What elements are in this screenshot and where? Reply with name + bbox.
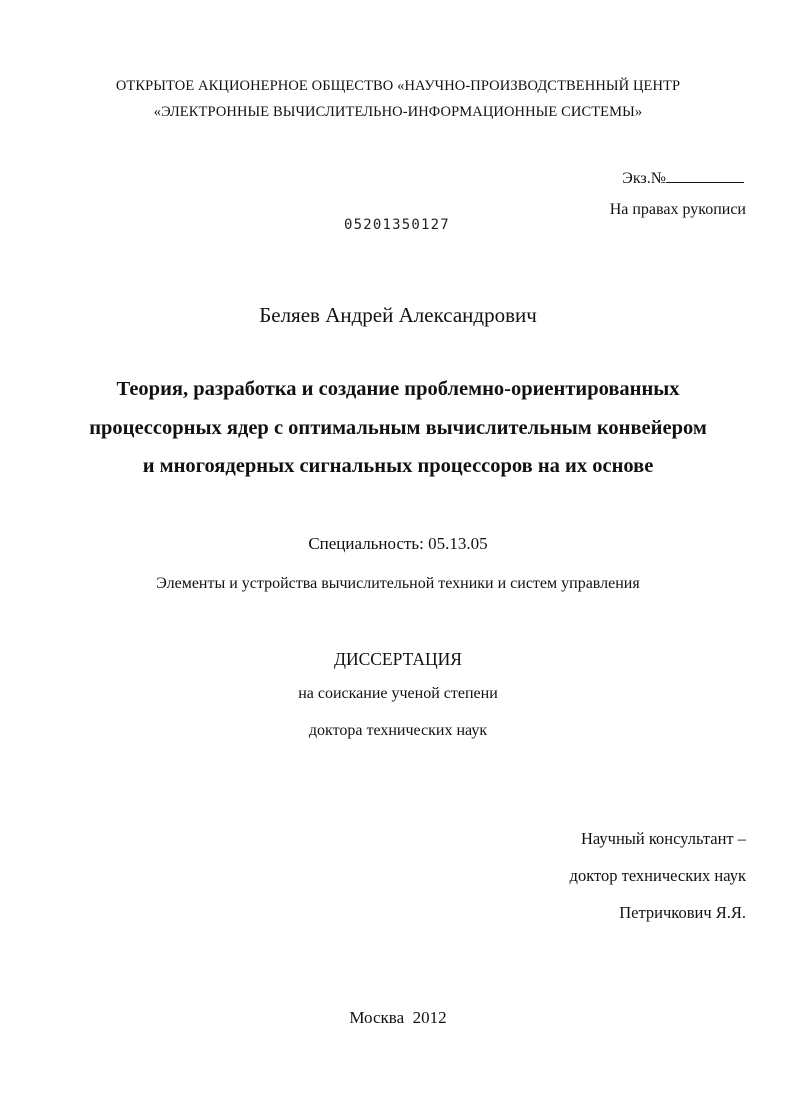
rights-notice: На правах рукописи (609, 201, 746, 218)
consultant-name: Петричкович Я.Я. (619, 903, 746, 922)
document-type: ДИССЕРТАЦИЯ (334, 649, 462, 669)
city-year: Москва 2012 (349, 1008, 447, 1027)
copy-number-blank (666, 168, 744, 183)
copy-number (622, 168, 744, 188)
organization-line-1: ОТКРЫТОЕ АКЦИОНЕРНОЕ ОБЩЕСТВО «НАУЧНО-ПРОИЗВОДСТВЕННЫЙ ЦЕНТР (115, 78, 681, 94)
degree-line-2: доктора технических наук (308, 722, 488, 739)
author-name: Беляев Андрей Александрович (259, 303, 537, 327)
specialty-code: Специальность: 05.13.05 (308, 534, 488, 553)
catalog-number-stamp: 05201350127 (344, 217, 450, 233)
copy-number-label: Экз.№ (622, 170, 666, 187)
consultant-degree: доктор технических наук (569, 866, 746, 885)
degree-line-1: на соискание ученой степени (298, 685, 498, 702)
title-line-2: процессорных ядер с оптимальным вычислительным конвейером (89, 417, 707, 439)
title-line-1: Теория, разработка и создание проблемно-ориентированных (116, 378, 680, 400)
consultant-role: Научный консультант – (581, 829, 746, 848)
specialty-name: Элементы и устройства вычислительной техники и систем управления (156, 575, 640, 592)
title-line-3: и многоядерных сигнальных процессоров на их основе (142, 455, 654, 477)
organization-line-2: «ЭЛЕКТРОННЫЕ ВЫЧИСЛИТЕЛЬНО-ИНФОРМАЦИОННЫЕ СИСТЕМЫ» (153, 104, 643, 120)
